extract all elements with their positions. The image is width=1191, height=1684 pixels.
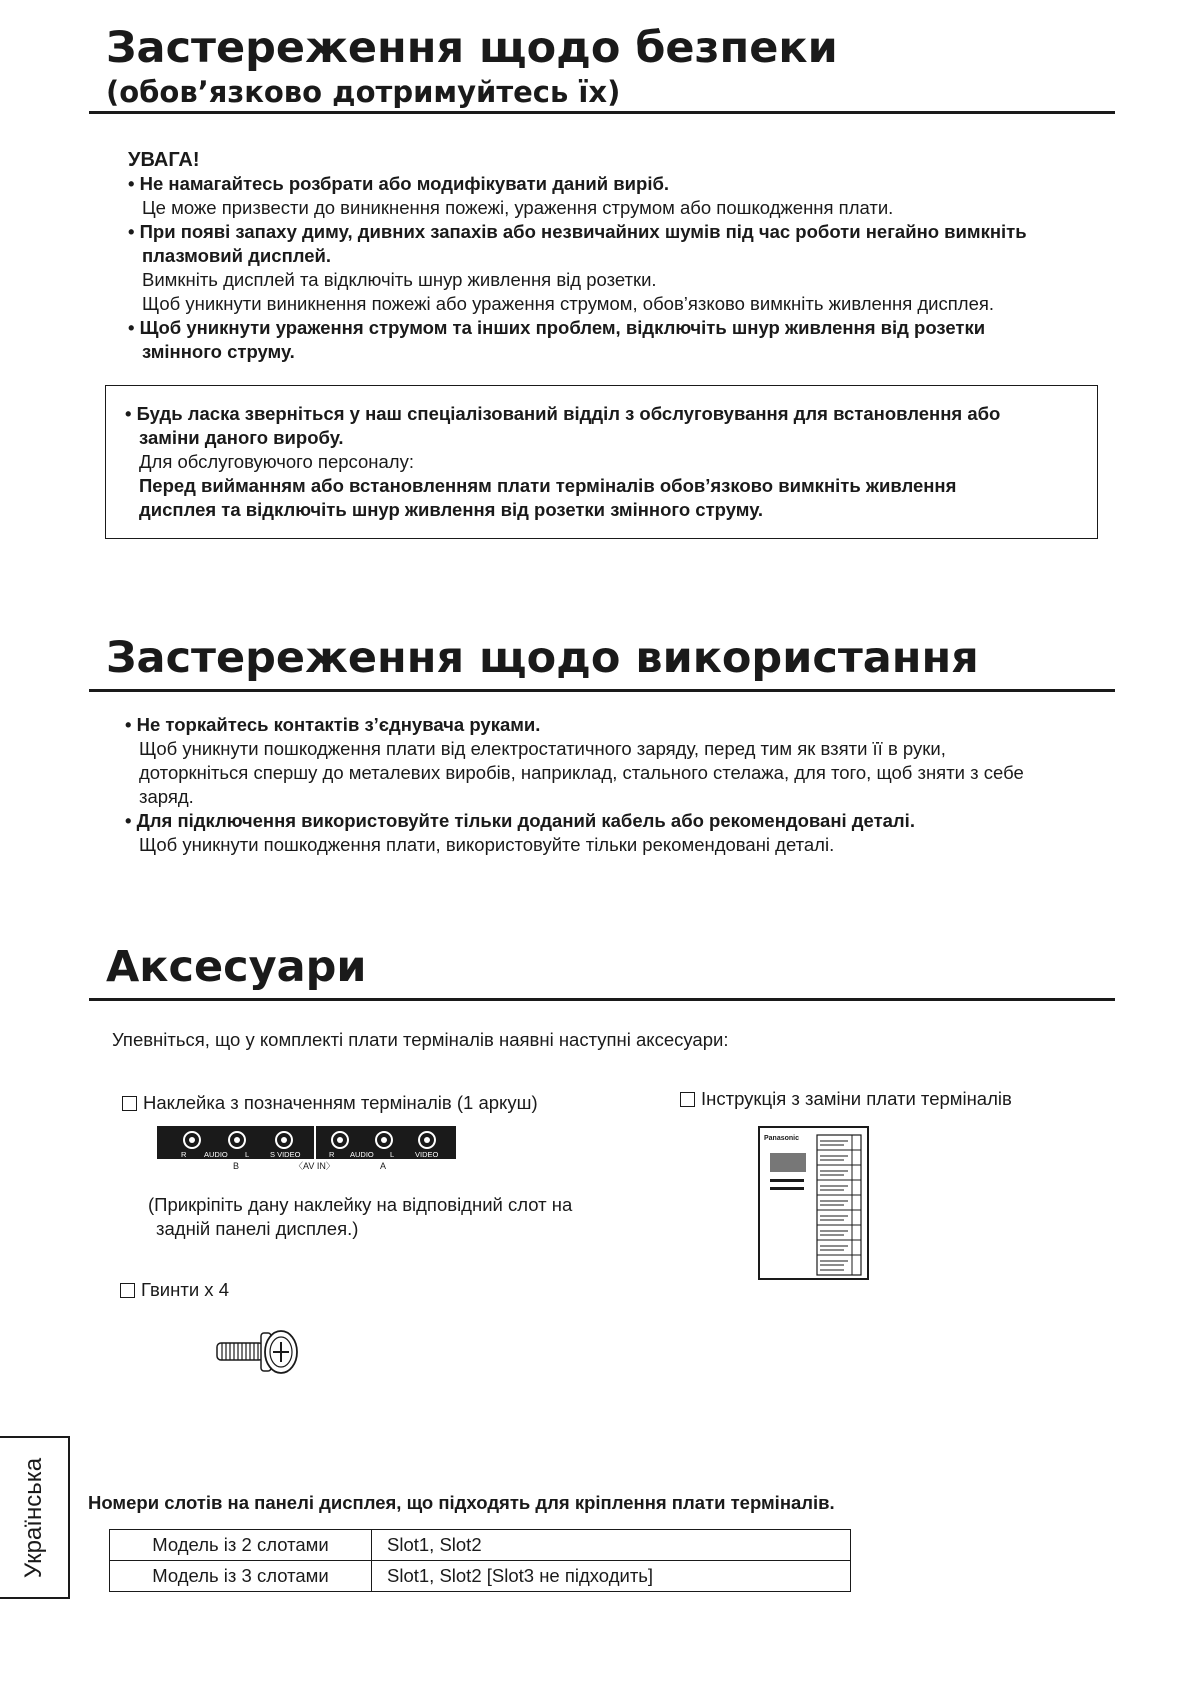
sticker-label-r: R	[181, 1150, 187, 1159]
warning-heading: УВАГА!	[128, 149, 200, 171]
warning-item-2-cont: плазмовий дисплей.	[142, 245, 332, 266]
safety-title: Застереження щодо безпеки	[106, 23, 838, 73]
sticker-label-l: L	[245, 1150, 250, 1159]
usage-item-1-text: Щоб уникнути пошкодження плати від електростатичного заряду, перед тим як взяти її в руки,	[139, 738, 946, 759]
section-rule	[89, 111, 1115, 114]
usage-item-1-text: доторкніться спершу до металевих виробів, наприклад, стального стелажа, для того, щоб зняти з себе	[139, 762, 1024, 783]
service-staff-label: Для обслуговуючого персоналу:	[139, 451, 414, 472]
service-notice-line: • Будь ласка зверніться у наш спеціалізований відділ з обслуговування для встановлення або	[125, 403, 1001, 424]
table-cell-slots: Slot1, Slot2 [Slot3 не підходить]	[372, 1561, 851, 1592]
language-side-tab	[0, 1436, 70, 1599]
usage-title: Застереження щодо використання	[106, 633, 979, 683]
accessory-sticker	[122, 1091, 538, 1115]
slots-heading: Номери слотів на панелі дисплея, що підходять для кріплення плати терміналів.	[88, 1492, 835, 1513]
terminal-sticker-image	[157, 1126, 456, 1172]
accessories-intro: Упевніться, що у комплекті плати терміналів наявні наступні аксесуари:	[112, 1029, 729, 1050]
checkbox-icon	[120, 1283, 135, 1298]
table-row	[110, 1530, 851, 1561]
section-rule	[89, 998, 1115, 1001]
usage-item-1: • Не торкайтесь контактів з’єднувача руками.	[125, 714, 541, 735]
sticker-note-line: (Прикріпіть дану наклейку на відповідний слот на	[148, 1194, 573, 1215]
accessory-manual	[680, 1087, 1012, 1111]
warning-item-2-text: Вимкніть дисплей та відключіть шнур живлення від розетки.	[142, 269, 657, 290]
table-cell-model: Модель із 3 слотами	[110, 1561, 372, 1592]
sticker-label-b: B	[233, 1161, 240, 1171]
sticker-label-l: L	[390, 1150, 395, 1159]
warning-item-3: • Щоб уникнути ураження струмом та інших проблем, відключіть шнур живлення від розетки	[128, 317, 986, 338]
usage-item-1-text: заряд.	[139, 786, 194, 807]
service-notice-line: заміни даного виробу.	[139, 427, 344, 448]
sticker-label-audio: AUDIO	[204, 1150, 228, 1159]
table-row	[110, 1561, 851, 1592]
sticker-note-line: задній панелі дисплея.)	[156, 1218, 359, 1239]
language-side-tab-label: Українська	[20, 1457, 47, 1578]
accessory-screws-label: Гвинти x 4	[141, 1279, 229, 1300]
sticker-label-svideo: S VIDEO	[270, 1150, 301, 1159]
slots-table	[109, 1529, 851, 1592]
accessories-title: Аксесуари	[106, 942, 367, 992]
warning-item-2-text: Щоб уникнути виникнення пожежі або ураження струмом, обов’язково вимкніть живлення дисплея.	[142, 293, 995, 314]
service-notice-line: Перед вийманням або встановленням плати терміналів обов’язково вимкніть живлення	[139, 475, 957, 496]
usage-item-2: • Для підключення використовуйте тільки доданий кабель або рекомендовані деталі.	[125, 810, 915, 831]
sticker-label-r: R	[329, 1150, 335, 1159]
sticker-label-video: VIDEO	[415, 1150, 439, 1159]
accessory-screws	[120, 1278, 229, 1302]
sticker-note	[148, 1193, 572, 1241]
accessory-sticker-label: Наклейка з позначенням терміналів (1 аркуш)	[143, 1092, 538, 1113]
usage-item-2-text: Щоб уникнути пошкодження плати, використовуйте тільки рекомендовані деталі.	[139, 834, 835, 855]
accessory-manual-label: Інструкція з заміни плати терміналів	[701, 1088, 1012, 1109]
sticker-label-audio: AUDIO	[350, 1150, 374, 1159]
warning-item-2: • При появі запаху диму, дивних запахів або незвичайних шумів під час роботи негайно вимкніть	[128, 221, 1027, 242]
warning-item-3-cont: змінного струму.	[142, 341, 295, 362]
safety-subtitle: (обов’язково дотримуйтесь їх)	[106, 75, 621, 109]
warning-item-1: • Не намагайтесь розбрати або модифікувати даний виріб.	[128, 173, 670, 194]
screw-icon	[215, 1327, 305, 1377]
section-rule	[89, 689, 1115, 692]
service-notice-line: дисплея та відключіть шнур живлення від розетки змінного струму.	[139, 499, 764, 520]
sticker-label-avin: 〈AV IN〉	[294, 1161, 335, 1171]
warning-block	[128, 148, 1108, 364]
warning-item-1-text: Це може призвести до виникнення пожежі, ураження струмом або пошкодження плати.	[142, 197, 894, 218]
table-cell-slots: Slot1, Slot2	[372, 1530, 851, 1561]
table-cell-model: Модель із 2 слотами	[110, 1530, 372, 1561]
usage-block	[125, 713, 1115, 857]
manual-booklet-icon	[758, 1126, 870, 1281]
checkbox-icon	[680, 1092, 695, 1107]
manual-brand: Panasonic	[764, 1135, 800, 1142]
service-notice	[125, 402, 1085, 522]
checkbox-icon	[122, 1096, 137, 1111]
sticker-label-a: A	[380, 1161, 387, 1171]
